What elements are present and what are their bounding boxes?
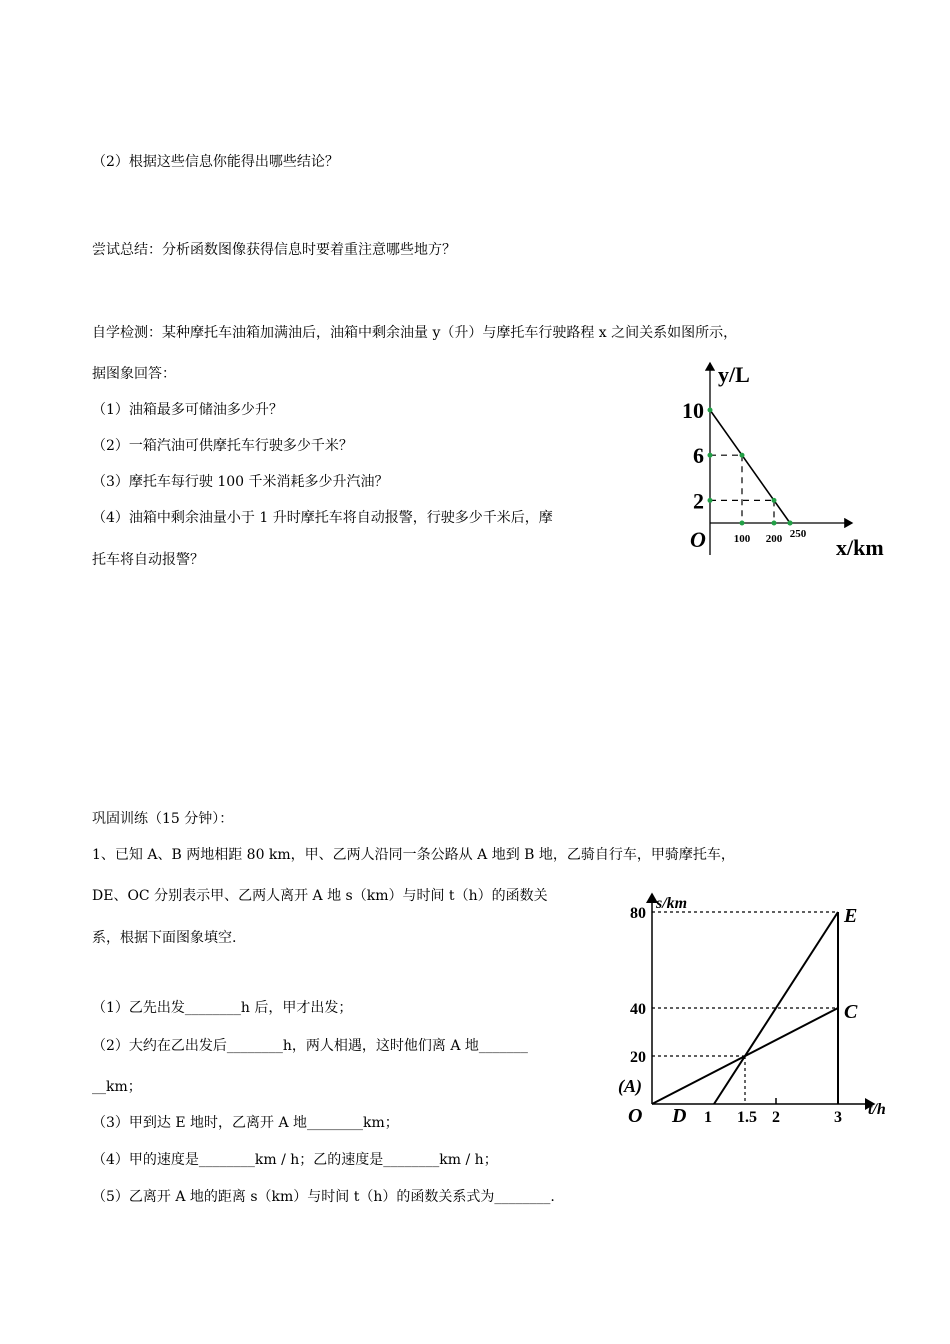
self-test-instruction: 据图象回答： [92, 366, 176, 382]
x-tick-label: 200 [765, 533, 783, 545]
problem-1-text: 1、已知 A、B 两地相距 80 km，甲、乙两人沿同一条公路从 A 地到 B 地，乙骑自行车，甲骑摩托车， [92, 847, 735, 863]
y-tick-label: 10 [682, 398, 704, 423]
fuel-line [710, 410, 790, 523]
origin-label: O [690, 527, 706, 552]
x-tick-label: 2 [772, 1109, 780, 1126]
blank-question-2-cont: __km； [92, 1079, 142, 1095]
x-axis-label: x/km [836, 535, 884, 560]
origin-label: O [628, 1105, 643, 1127]
y-axis-marker-1 [708, 498, 713, 503]
self-test-q2: （2）一箱汽油可供摩托车行驶多少千米？ [92, 438, 353, 454]
data-point [708, 408, 713, 413]
point-label-a: (A) [618, 1076, 642, 1096]
question-2: （2）根据这些信息你能得出哪些结论？ [92, 154, 339, 170]
y-tick-label: 20 [630, 1049, 646, 1066]
self-test-q4-cont: 托车将自动报警？ [92, 552, 204, 568]
blank-question-4: （4）甲的速度是________km / h；乙的速度是________km / h； [92, 1152, 498, 1168]
self-test-intro: 自学检测：某种摩托车油箱加满油后，油箱中剩余油量 y（升）与摩托车行驶路程 x 之间关系如图所示， [92, 325, 738, 341]
blank-question-5: （5）乙离开 A 地的距离 s（km）与时间 t（h）的函数关系式为________. [92, 1189, 555, 1205]
y-tick-label: 2 [693, 488, 704, 514]
y-tick-label: 80 [630, 905, 646, 922]
blank-question-3: （3）甲到达 E 地时，乙离开 A 地________km； [92, 1115, 399, 1131]
blank-question-2: （2）大约在乙出发后________h，两人相遇，这时他们离 A 地_______ [92, 1038, 528, 1054]
x-tick-label: 250 [789, 528, 807, 540]
self-test-q1: （1）油箱最多可储油多少升？ [92, 402, 283, 418]
x-axis-marker-2 [788, 521, 793, 526]
x-tick-label: 1.5 [737, 1109, 757, 1126]
summary-prompt: 尝试总结：分析函数图像获得信息时要着重注意哪些地方？ [92, 242, 456, 258]
distance-time-chart [612, 888, 902, 1128]
x-tick-label: 100 [733, 533, 751, 545]
x-axis-marker-0 [740, 521, 745, 526]
fuel-distance-chart [670, 355, 910, 565]
point-label-c: C [844, 1001, 858, 1023]
point-label-e: E [844, 905, 858, 927]
y-axis-label: y/L [718, 362, 750, 387]
y-axis-label: s/km [656, 895, 688, 912]
data-point [740, 453, 745, 458]
consolidation-heading: 巩固训练（15 分钟）： [92, 811, 234, 827]
point-label-d: D [672, 1105, 687, 1127]
y-tick-label: 40 [630, 1001, 646, 1018]
data-point [772, 498, 777, 503]
x-tick-label: 3 [834, 1109, 842, 1126]
x-axis-label: t/h [868, 1101, 886, 1118]
y-axis-marker-0 [708, 453, 713, 458]
self-test-q3: （3）摩托车每行驶 100 千米消耗多少升汽油？ [92, 474, 389, 490]
y-tick-label: 6 [693, 443, 704, 469]
problem-1-text-2: DE、OC 分别表示甲、乙两人离开 A 地 s（km）与时间 t（h）的函数关 [92, 888, 548, 904]
x-axis-marker-1 [772, 521, 777, 526]
line-oc [652, 1008, 838, 1104]
x-tick-label: 1 [704, 1109, 712, 1126]
blank-question-1: （1）乙先出发________h 后，甲才出发； [92, 1000, 353, 1016]
problem-1-text-3: 系，根据下面图象填空. [92, 930, 237, 946]
self-test-q4: （4）油箱中剩余油量小于 1 升时摩托车将自动报警，行驶多少千米后，摩 [92, 510, 553, 526]
